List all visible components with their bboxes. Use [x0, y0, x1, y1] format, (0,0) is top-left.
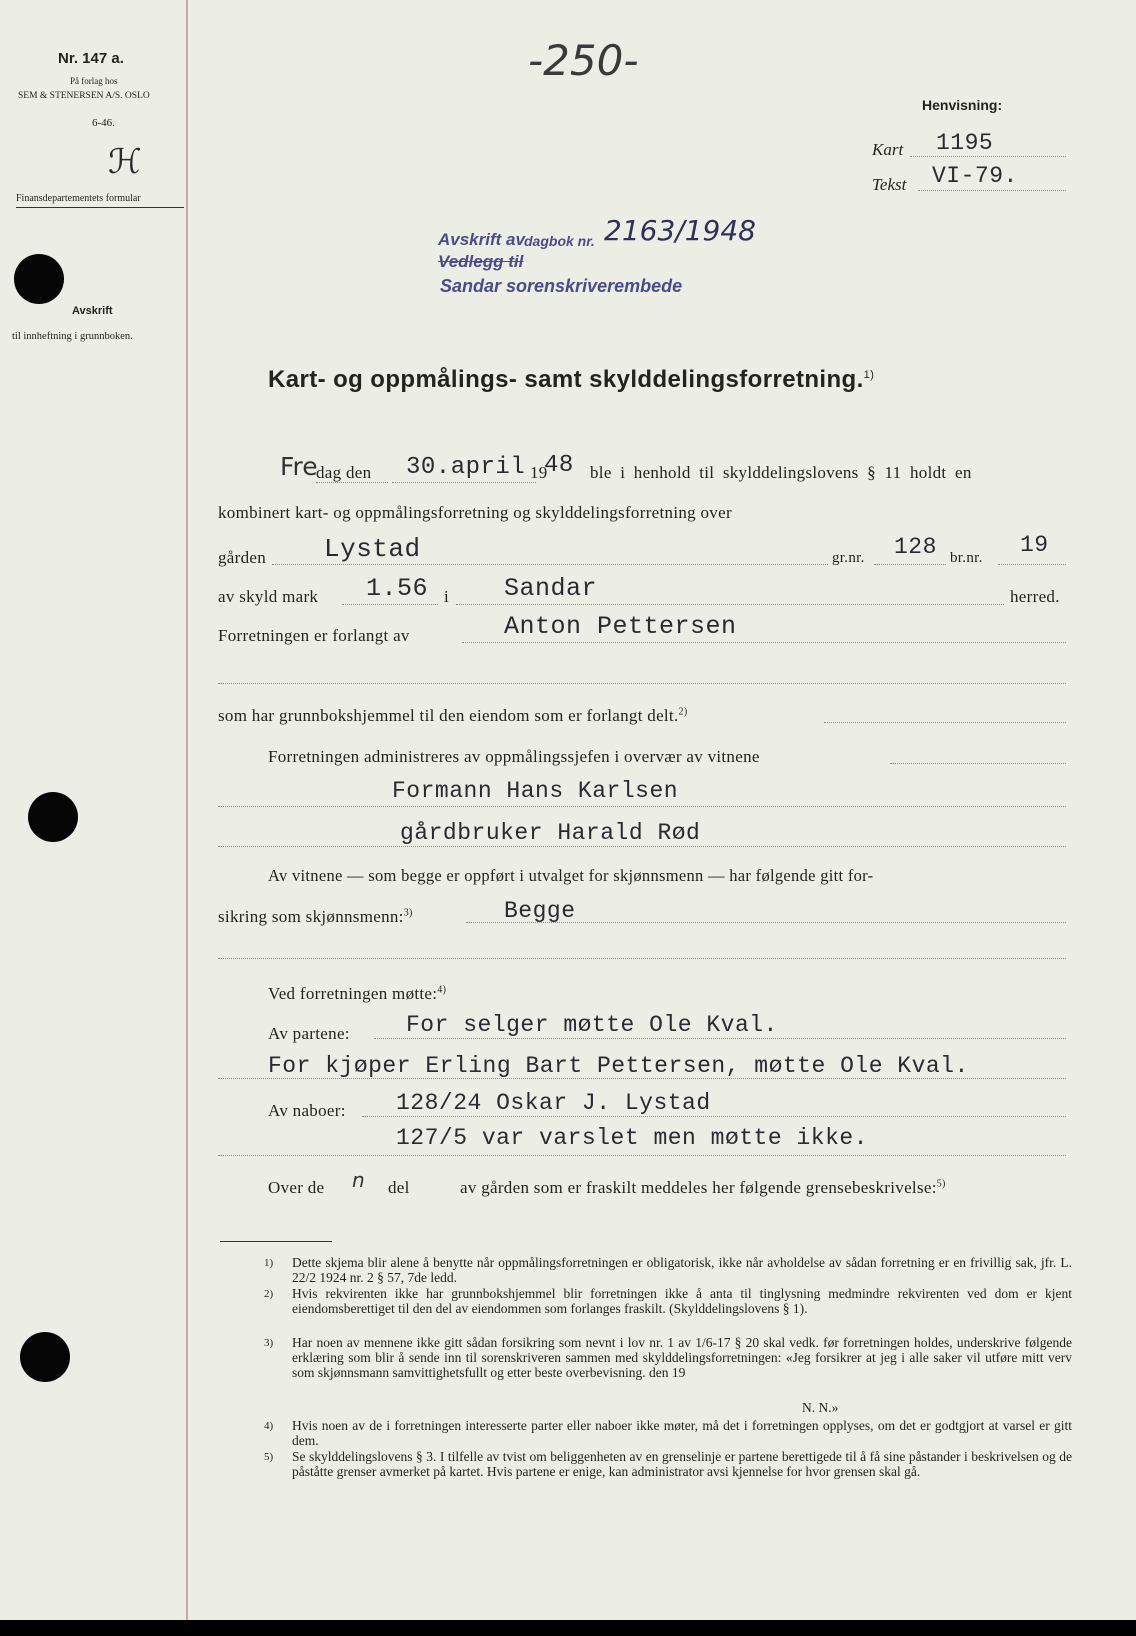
- sikring-label: sikring som skjønnsmenn:: [218, 907, 404, 926]
- footnote-1: Dette skjema blir alene å benytte når oppmålingsforretningen er obligatorisk, ikke når avholdelse av sådan forretning er en frivillig sak, jfr. L. 22/2 1924 nr. 2 § 57, 7de ledd.: [292, 1255, 1072, 1285]
- footnote-num-5: 5): [264, 1451, 274, 1463]
- footnote-num-4: 4): [264, 1420, 274, 1432]
- footnote-2: Hvis rekvirenten ikke har grunnbokshjemmel blir forretningen ikke å anta til tinglysning medmindre rekvirenten ved dom er kjent eiendomsberettiget til den del av eiendommen som forlanges fraskilt. (Skylddelingslovens § 1).: [292, 1286, 1072, 1316]
- tekst-label: Tekst: [872, 175, 907, 194]
- naboer-label: Av naboer:: [268, 1101, 346, 1120]
- form-date-code: 6-46.: [92, 117, 115, 129]
- stamp-avskrift: Avskrift av: [438, 230, 525, 249]
- sikring-text: [218, 907, 413, 927]
- date-value: 30.april: [406, 454, 526, 481]
- stamp-dagbok: dagbok nr.: [524, 233, 595, 249]
- footnote-rule: [220, 1241, 332, 1242]
- margin-initials: ℋ: [108, 142, 142, 182]
- grnr-label: gr.nr.: [832, 550, 865, 566]
- farm-value: Lystad: [324, 534, 421, 564]
- naboer-dotline-1: [362, 1116, 1066, 1117]
- sikring-note: 3): [403, 907, 413, 919]
- stamp-vedlegg: Vedlegg til: [438, 252, 524, 271]
- del-label: del: [388, 1178, 410, 1197]
- naboer-2: 127/5 var varslet men møtte ikke.: [396, 1125, 868, 1151]
- over-de-value: n: [352, 1168, 365, 1192]
- partene-dotline-2: [218, 1078, 1066, 1079]
- witness-1: Formann Hans Karlsen: [392, 778, 679, 804]
- motte-text: [268, 984, 446, 1004]
- blank-dotline-1: [218, 683, 1066, 684]
- footnote-num-2: 2): [264, 1288, 274, 1300]
- kart-value: 1195: [936, 130, 994, 156]
- day-dotline: [316, 482, 388, 483]
- farm-label: gården: [218, 548, 267, 567]
- footnote-num-1: 1): [264, 1257, 274, 1269]
- requested-dotline: [462, 642, 1066, 643]
- after-date-text: ble i henhold til skylddelingslovens § 11 holdt en: [590, 463, 972, 482]
- punch-hole-top: [14, 254, 64, 304]
- punch-hole-middle: [28, 792, 78, 842]
- title-note: 1): [863, 369, 875, 381]
- naboer-dotline-2: [218, 1155, 1066, 1156]
- partene-2: For kjøper Erling Bart Pettersen, møtte Ole Kval.: [268, 1053, 969, 1079]
- footnote-4: Hvis noen av de i forretningen interesserte parter eller naboer ikke møter, må det i forretningen opplyses, om det er godtgjort at varsel er gitt dem.: [292, 1418, 1072, 1448]
- admin-text: Forretningen administreres av oppmålingssjefen i overvær av vitnene: [268, 747, 760, 766]
- footnote-3: Har noen av mennene ikke gitt sådan forsikring som nevnt i lov nr. 1 av 1/6-17 § 20 skal vedk. før forretningen holdes, underskrive følgende erklæring som blir å sende inn til sorenskriveren sammen med skylddelingsforretningen: «Jeg forsikrer at jeg i alle saker vil utføre mitt verv som skjønnsmann samvittighetsfullt og etter beste overbevisning. den 19: [292, 1335, 1072, 1380]
- page-number: -250-: [528, 36, 639, 85]
- over-rest-label: av gården som er fraskilt meddeles her følgende grensebeskrivelse:: [460, 1178, 937, 1197]
- day-prefix: Fre: [280, 452, 318, 481]
- punch-hole-bottom: [20, 1332, 70, 1382]
- year-value: 48: [544, 452, 574, 479]
- year-prefix: 19: [530, 463, 548, 482]
- skyld-value: 1.56: [366, 574, 429, 603]
- partene-1: For selger møtte Ole Kval.: [406, 1012, 778, 1038]
- tekst-dotline: [918, 190, 1066, 191]
- hjemmel-dotline: [824, 722, 1066, 723]
- publisher-line-1: På forlag hos: [70, 76, 118, 86]
- tekst-value: VI-79.: [932, 163, 1018, 189]
- hjemmel-text: [218, 706, 687, 726]
- skyld-dotline: [342, 604, 438, 605]
- combined-text: kombinert kart- og oppmålingsforretning og skylddelingsforretning over: [218, 503, 732, 522]
- requested-label: Forretningen er forlangt av: [218, 626, 410, 645]
- department-form: Finansdepartementets formular: [16, 193, 141, 204]
- publisher-line-2: SEM & STENERSEN A/S. OSLO: [18, 91, 150, 101]
- grnr-value: 128: [894, 534, 937, 560]
- herred-dotline: [456, 604, 1004, 605]
- sikring-dotline: [466, 922, 1066, 923]
- stamp-office: Sandar sorenskriverembede: [440, 276, 683, 296]
- margin-rule: [186, 0, 188, 1620]
- footnote-num-3: 3): [264, 1337, 274, 1349]
- brnr-value: 19: [1020, 532, 1049, 558]
- document-title: [268, 366, 874, 394]
- brnr-label: br.nr.: [950, 550, 983, 566]
- herred-value: Sandar: [504, 574, 598, 603]
- title-text: Kart- og oppmålings- samt skylddelingsforretning.: [268, 366, 864, 393]
- vitnene-text: Av vitnene — som begge er oppført i utvalget for skjønnsmenn — har følgende gitt for-: [268, 866, 874, 885]
- witness-2: gårdbruker Harald Rød: [400, 820, 701, 846]
- day-suffix: dag den: [316, 463, 372, 482]
- motte-label: Ved forretningen møtte:: [268, 984, 438, 1003]
- hjemmel-label: som har grunnbokshjemmel til den eiendom som er forlangt delt.: [218, 706, 679, 725]
- herred-label: herred.: [1010, 587, 1060, 606]
- copy-note: til innheftning i grunnboken.: [12, 331, 133, 342]
- blank-dotline-2: [218, 958, 1066, 959]
- motte-note: 4): [437, 984, 447, 996]
- naboer-1: 128/24 Oskar J. Lystad: [396, 1090, 711, 1116]
- reference-heading: Henvisning:: [922, 97, 1003, 113]
- date-dotline: [392, 482, 536, 483]
- dagbok-number: 2163/1948: [604, 214, 756, 247]
- brnr-dotline: [998, 564, 1066, 565]
- department-rule: [16, 207, 184, 208]
- witness-1-dotline: [218, 806, 1066, 807]
- admin-dotline: [890, 763, 1066, 764]
- i-label: i: [444, 587, 450, 606]
- farm-dotline: [272, 564, 828, 565]
- copy-label: Avskrift: [72, 305, 113, 317]
- requested-by: Anton Pettersen: [504, 612, 737, 641]
- skyld-label: av skyld mark: [218, 587, 319, 606]
- partene-label: Av partene:: [268, 1024, 350, 1043]
- hjemmel-note: 2): [678, 706, 688, 718]
- grnr-dotline: [874, 564, 946, 565]
- over-rest-text: [460, 1178, 946, 1198]
- kart-dotline: [910, 156, 1066, 157]
- partene-dotline-1: [374, 1038, 1066, 1039]
- over-note: 5): [936, 1178, 946, 1190]
- footnote-5: Se skylddelingslovens § 3. I tilfelle av tvist om beliggenheten av en grenselinje er partene berettigede til å få sine påstander i beskrivelsen og de påståtte grenser avmerket på kartet. Hvis partene er enige, kan administrator avsi kjennelse for hvor grensen skal gå.: [292, 1449, 1072, 1479]
- form-number: Nr. 147 a.: [58, 50, 124, 67]
- over-de-label: Over de: [268, 1178, 325, 1197]
- nn-signature: N. N.»: [802, 1400, 839, 1415]
- witness-2-dotline: [218, 846, 1066, 847]
- sikring-value: Begge: [504, 898, 576, 924]
- kart-label: Kart: [872, 140, 904, 159]
